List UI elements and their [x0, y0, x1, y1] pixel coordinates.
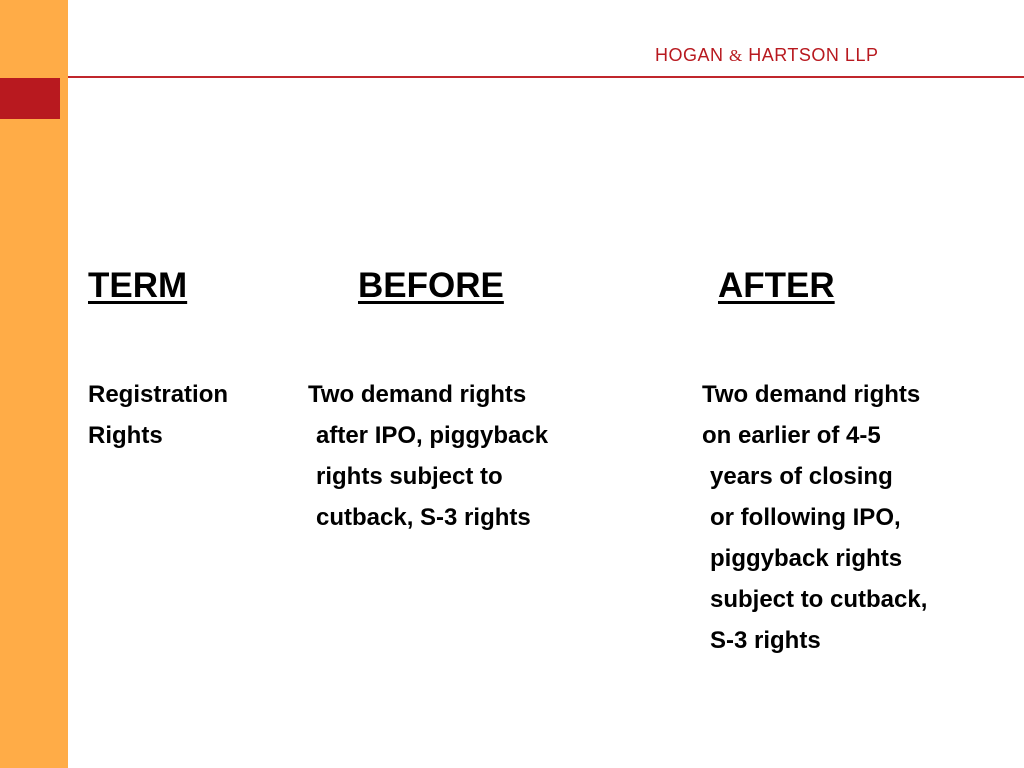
- before-line: after IPO, piggyback: [316, 422, 549, 449]
- logo-text-part1: HOGAN: [655, 45, 730, 65]
- header-rule: [68, 76, 1024, 78]
- after-column: [702, 374, 927, 661]
- before-column: [308, 374, 548, 538]
- firm-logo: [655, 45, 995, 66]
- term-line: Registration: [88, 381, 229, 408]
- after-line: or following IPO,: [710, 504, 901, 531]
- after-line: on earlier of 4-5: [702, 422, 881, 449]
- header-before: BEFORE: [358, 266, 504, 305]
- red-accent-block: [0, 78, 60, 119]
- after-line: Two demand rights: [702, 381, 921, 408]
- term-column: [88, 374, 228, 456]
- before-line: Two demand rights: [308, 381, 527, 408]
- before-line: rights subject to: [316, 463, 503, 490]
- after-line: piggyback rights: [710, 545, 903, 572]
- after-line: years of closing: [710, 463, 893, 490]
- logo-ampersand: &: [729, 46, 743, 65]
- term-line: Rights: [88, 422, 163, 449]
- logo-text-part2: HARTSON LLP: [742, 45, 879, 65]
- before-line: cutback, S-3 rights: [316, 504, 531, 531]
- after-line: subject to cutback,: [710, 586, 928, 613]
- header-term: TERM: [88, 266, 188, 305]
- after-line: S-3 rights: [710, 627, 821, 654]
- header-after: AFTER: [718, 266, 835, 305]
